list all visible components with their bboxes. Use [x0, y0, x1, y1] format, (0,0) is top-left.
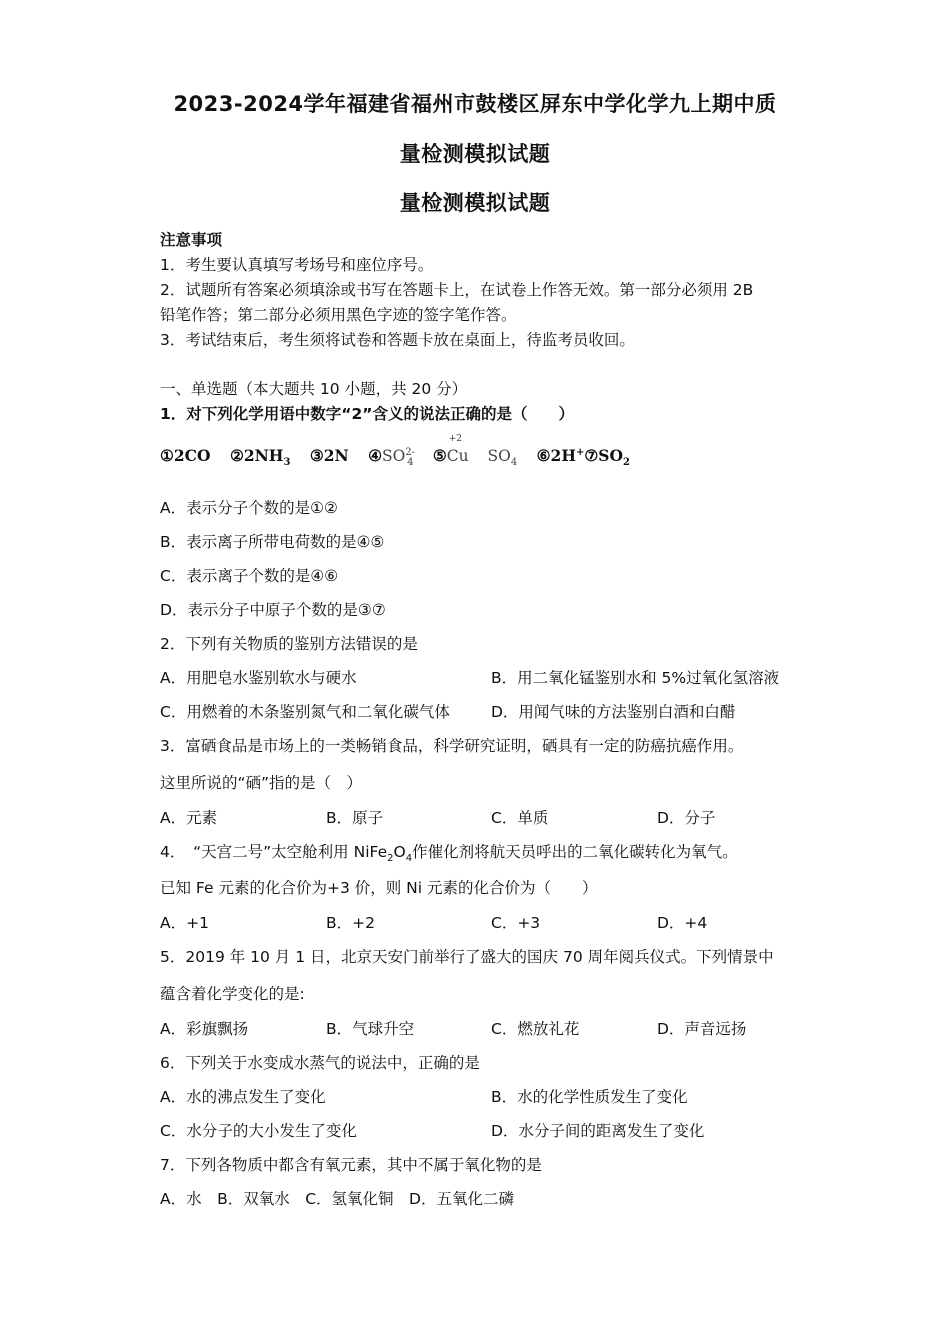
- question-1-option-b: B．表示离子所带电荷数的是④⑤: [160, 533, 385, 551]
- formula-4: $④SO^{2-}_4$: [368, 446, 416, 469]
- question-7-options: A．水 B．双氧水 C．氢氧化铜 D．五氧化二磷: [160, 1190, 514, 1208]
- notice-item-1: 1．考生要认真填写考场号和座位序号。: [160, 256, 434, 274]
- question-2-option-a: A．用肥皂水鉴别软水与硬水: [160, 669, 357, 687]
- question-5-option-d: D．声音远扬: [657, 1020, 747, 1038]
- question-3-stem-1: 3．富硒食品是市场上的一类畅销食品，科学研究证明，硒具有一定的防癌抗癌作用。: [160, 737, 744, 755]
- question-6-option-c: C．水分子的大小发生了变化: [160, 1122, 357, 1140]
- question-7-stem: 7．下列各物质中都含有氧元素，其中不属于氧化物的是: [160, 1156, 542, 1174]
- question-5-option-c: C．燃放礼花: [491, 1020, 580, 1038]
- question-3-option-c: C．单质: [491, 809, 549, 827]
- question-2-option-b: B．用二氧化锰鉴别水和 5%过氧化氢溶液: [491, 669, 780, 687]
- question-4-stem-1: 4． “天宫二号”太空舱利用 $NiFe_2O_4$作催化剂将航天员呼出的二氧化碳转化为氧气。: [160, 843, 738, 865]
- question-3-option-d: D．分子: [657, 809, 716, 827]
- notice-item-3: 3．考试结束后，考生须将试卷和答题卡放在桌面上，待监考员收回。: [160, 331, 635, 349]
- question-4-stem-2: 已知 Fe 元素的化合价为+3 价，则 Ni 元素的化合价为（ ）: [160, 879, 598, 897]
- question-5-option-a: A．彩旗飘扬: [160, 1020, 249, 1038]
- question-1-option-a: A．表示分子个数的是①②: [160, 499, 338, 517]
- question-3-option-b: B．原子: [326, 809, 384, 827]
- question-5-stem-1: 5．2019 年 10 月 1 日，北京天安门前举行了盛大的国庆 70 周年阅兵仪式。下列情景中: [160, 948, 774, 966]
- question-2-option-c: C．用燃着的木条鉴别氮气和二氧化碳气体: [160, 703, 450, 721]
- formula-3: ③2N: [309, 446, 349, 465]
- formula-1: ①2CO: [160, 446, 211, 465]
- question-6-option-d: D．水分子间的距离发生了变化: [491, 1122, 705, 1140]
- question-1-stem: 1．对下列化学用语中数字“2”含义的说法正确的是（ ）: [160, 405, 574, 423]
- formula-2: $②2NH_3$: [229, 446, 291, 469]
- question-4-option-a: A．+1: [160, 914, 209, 932]
- question-5-stem-2: 蕴含着化学变化的是:: [160, 985, 305, 1003]
- question-1-formulas: [160, 434, 644, 469]
- question-4-option-c: C．+3: [491, 914, 541, 932]
- notice-item-2a: 2．试题所有答案必须填涂或书写在答题卡上，在试卷上作答无效。第一部分必须用 2B: [160, 281, 754, 299]
- exam-title-line-2: 量检测模拟试题: [399, 142, 551, 166]
- exam-title-line-1: 2023-2024学年福建省福州市鼓楼区屏东中学化学九上期中质: [173, 92, 777, 116]
- question-4-option-d: D．+4: [657, 914, 708, 932]
- question-4-option-b: B．+2: [326, 914, 375, 932]
- question-3-stem-2: 这里所说的“硒”指的是（ ）: [160, 774, 363, 792]
- formula-6-7: $⑥2H^+⑦SO_2$: [536, 446, 630, 469]
- question-5-option-b: B．气球升空: [326, 1020, 415, 1038]
- question-1-option-c: C．表示离子个数的是④⑥: [160, 567, 339, 585]
- question-6-option-b: B．水的化学性质发生了变化: [491, 1088, 688, 1106]
- question-3-option-a: A．元素: [160, 809, 218, 827]
- question-2-stem: 2．下列有关物质的鉴别方法错误的是: [160, 635, 418, 653]
- question-6-stem: 6．下列关于水变成水蒸气的说法中，正确的是: [160, 1054, 480, 1072]
- question-2-option-d: D．用闻气味的方法鉴别白酒和白醋: [491, 703, 736, 721]
- notice-heading: 注意事项: [160, 231, 223, 249]
- notice-item-2b: 铅笔作答；第二部分必须用黑色字迹的签字笔作答。: [160, 306, 517, 324]
- question-6-option-a: A．水的沸点发生了变化: [160, 1088, 326, 1106]
- question-1-option-d: D．表示分子中原子个数的是③⑦: [160, 601, 386, 619]
- exam-title-line-3: 量检测模拟试题: [399, 191, 551, 215]
- section-heading: 一、单选题（本大题共 10 小题，共 20 分）: [160, 380, 468, 398]
- formula-5: ⑤ +2 Cu $SO_4$: [432, 434, 518, 469]
